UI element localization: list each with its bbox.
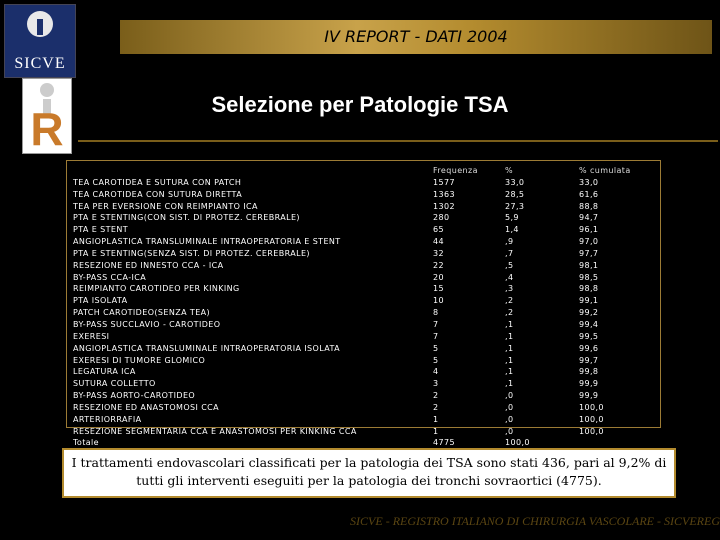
table-cell-name: BY-PASS SUCCLAVIO - CAROTIDEO: [73, 319, 221, 329]
column-header-procedure: [73, 165, 357, 177]
table-cell-cum: 94,7: [579, 213, 599, 223]
table-cell-pct: ,7: [505, 248, 514, 258]
logo-i-icon: [37, 19, 43, 35]
table-cell-name: SUTURA COLLETTO: [73, 379, 156, 389]
table-cell-pct: 33,0: [505, 177, 525, 187]
table-cell-name: RESEZIONE SEGMENTARIA CCA E ANASTOMOSI PER KINKING CCA: [73, 426, 357, 436]
table-cell-cum: 99,9: [579, 391, 599, 401]
table-cell-freq: 4775: [433, 438, 455, 448]
table-cell-freq: 7: [433, 319, 439, 329]
table-cell-freq: 280: [433, 213, 450, 223]
table-cell-pct: ,3: [505, 284, 514, 294]
table-cell-pct: 28,5: [505, 189, 525, 199]
data-table: [66, 160, 661, 448]
table-cell-freq: 1363: [433, 189, 455, 199]
registry-logo-letter: R: [30, 103, 64, 155]
sicve-logo: [4, 4, 76, 78]
table-cell-cum: 100,0: [579, 402, 604, 412]
table-cell-name: PTA ISOLATA: [73, 296, 128, 306]
table-cell-pct: ,2: [505, 308, 514, 318]
table-cell-cum: 33,0: [579, 177, 599, 187]
table-cell-freq: 5: [433, 343, 439, 353]
table-cell-name: BY-PASS AORTO-CAROTIDEO: [73, 391, 196, 401]
table-cell-cum: 99,1: [579, 296, 599, 306]
table-cell-name: Totale: [73, 438, 100, 448]
footer: SICVE - REGISTRO ITALIANO DI CHIRURGIA VASCOLARE - SICVEREG: [350, 514, 720, 528]
table-cell-pct: ,1: [505, 367, 514, 377]
column-header-percent: %: [505, 166, 514, 175]
table-cell-cum: 99,2: [579, 308, 599, 318]
table-cell-cum: 61,6: [579, 189, 599, 199]
table-cell-freq: 1302: [433, 201, 455, 211]
table-cell-pct: ,4: [505, 272, 514, 282]
table-cell-freq: 22: [433, 260, 444, 270]
header-bar: [120, 20, 712, 54]
table-cell-freq: 8: [433, 308, 439, 318]
table-cell-name: PTA E STENTING(CON SIST. DI PROTEZ. CEREBRALE): [73, 213, 300, 223]
table-cell-pct: ,1: [505, 319, 514, 329]
header-title: IV REPORT - DATI 2004: [324, 27, 508, 46]
table-cell-cum: 100,0: [579, 426, 604, 436]
table-cell-name: TEA CAROTIDEA E SUTURA CON PATCH: [73, 177, 242, 187]
table-cell-name: EXERESI DI TUMORE GLOMICO: [73, 355, 206, 365]
logo-text: SICVE: [14, 55, 66, 72]
table-cell-name: PTA E STENT: [73, 225, 128, 235]
table-cell-pct: ,1: [505, 343, 514, 353]
table-cell-freq: 10: [433, 296, 444, 306]
table-cell-pct: 100,0: [505, 438, 530, 448]
table-cell-cum: 100,0: [579, 414, 604, 424]
table-cell-cum: 99,4: [579, 319, 599, 329]
table-cell-freq: 5: [433, 355, 439, 365]
table-cell-pct: 5,9: [505, 213, 519, 223]
table-cell-cum: 97,7: [579, 248, 599, 258]
table-cell-name: LEGATURA ICA: [73, 367, 136, 377]
column-percent: [505, 165, 530, 449]
table-cell-pct: 1,4: [505, 225, 519, 235]
table-cell-pct: ,1: [505, 379, 514, 389]
table-cell-freq: 1: [433, 414, 439, 424]
table-cell-cum: 88,8: [579, 201, 599, 211]
table-cell-name: RESEZIONE ED ANASTOMOSI CCA: [73, 402, 220, 412]
table-cell-pct: ,0: [505, 402, 514, 412]
table-cell-freq: 3: [433, 379, 439, 389]
table-cell-name: TEA CAROTIDEA CON SUTURA DIRETTA: [73, 189, 243, 199]
table-cell-cum: 97,0: [579, 237, 599, 247]
table-cell-freq: 32: [433, 248, 444, 258]
column-procedure: [73, 165, 357, 449]
table-cell-name: ARTERIORRAFIA: [73, 414, 142, 424]
column-header-cumulative: % cumulata: [579, 166, 631, 175]
table-cell-cum: 98,8: [579, 284, 599, 294]
summary-note-text: I trattamenti endovascolari classificati per la patologia dei TSA sono stati 436, pari al 9,2% di tutti gli interventi eseguiti per la patologia dei tronchi sovraortici (4775).: [71, 455, 667, 488]
table-cell-pct: ,0: [505, 391, 514, 401]
table-cell-freq: 20: [433, 272, 444, 282]
table-cell-freq: 2: [433, 402, 439, 412]
column-cumulative: [579, 165, 631, 449]
table-cell-freq: 65: [433, 225, 444, 235]
table-cell-name: EXERESI: [73, 331, 110, 341]
table-cell-pct: ,2: [505, 296, 514, 306]
table-cell-cum: 98,1: [579, 260, 599, 270]
table-cell-cum: 99,5: [579, 331, 599, 341]
summary-note: [62, 448, 676, 498]
table-cell-cum: 99,7: [579, 355, 599, 365]
table-cell-freq: 44: [433, 237, 444, 247]
table-cell-pct: 27,3: [505, 201, 525, 211]
table-cell-cum: 99,9: [579, 379, 599, 389]
table-cell-pct: ,1: [505, 331, 514, 341]
table-cell-name: ANGIOPLASTICA TRANSLUMINALE INTRAOPERATORIA ISOLATA: [73, 343, 341, 353]
title-divider: [78, 140, 718, 142]
table-cell-name: TEA PER EVERSIONE CON REIMPIANTO ICA: [73, 201, 258, 211]
table-cell-freq: 4: [433, 367, 439, 377]
table-cell-cum: 99,6: [579, 343, 599, 353]
table-cell-name: PATCH CAROTIDEO(SENZA TEA): [73, 308, 211, 318]
table-cell-name: REIMPIANTO CAROTIDEO PER KINKING: [73, 284, 240, 294]
table-cell-freq: 2: [433, 391, 439, 401]
table-cell-name: BY-PASS CCA-ICA: [73, 272, 147, 282]
column-header-frequency: Frequenza: [433, 166, 478, 175]
table-cell-pct: ,9: [505, 237, 514, 247]
column-frequency: [433, 165, 478, 449]
table-cell-cum: 98,5: [579, 272, 599, 282]
table-cell-cum: 99,8: [579, 367, 599, 377]
table-cell-freq: 15: [433, 284, 444, 294]
page-title: Selezione per Patologie TSA: [211, 92, 509, 117]
table-cell-freq: 1: [433, 426, 439, 436]
table-cell-cum: 96,1: [579, 225, 599, 235]
table-cell-name: RESEZIONE ED INNESTO CCA - ICA: [73, 260, 224, 270]
table-cell-name: ANGIOPLASTICA TRANSLUMINALE INTRAOPERATORIA E STENT: [73, 237, 341, 247]
table-cell-pct: ,0: [505, 414, 514, 424]
table-cell-name: PTA E STENTING(SENZA SIST. DI PROTEZ. CEREBRALE): [73, 248, 310, 258]
table-cell-pct: ,5: [505, 260, 514, 270]
table-cell-freq: 7: [433, 331, 439, 341]
table-cell-pct: ,0: [505, 426, 514, 436]
table-cell-pct: ,1: [505, 355, 514, 365]
table-cell-freq: 1577: [433, 177, 455, 187]
